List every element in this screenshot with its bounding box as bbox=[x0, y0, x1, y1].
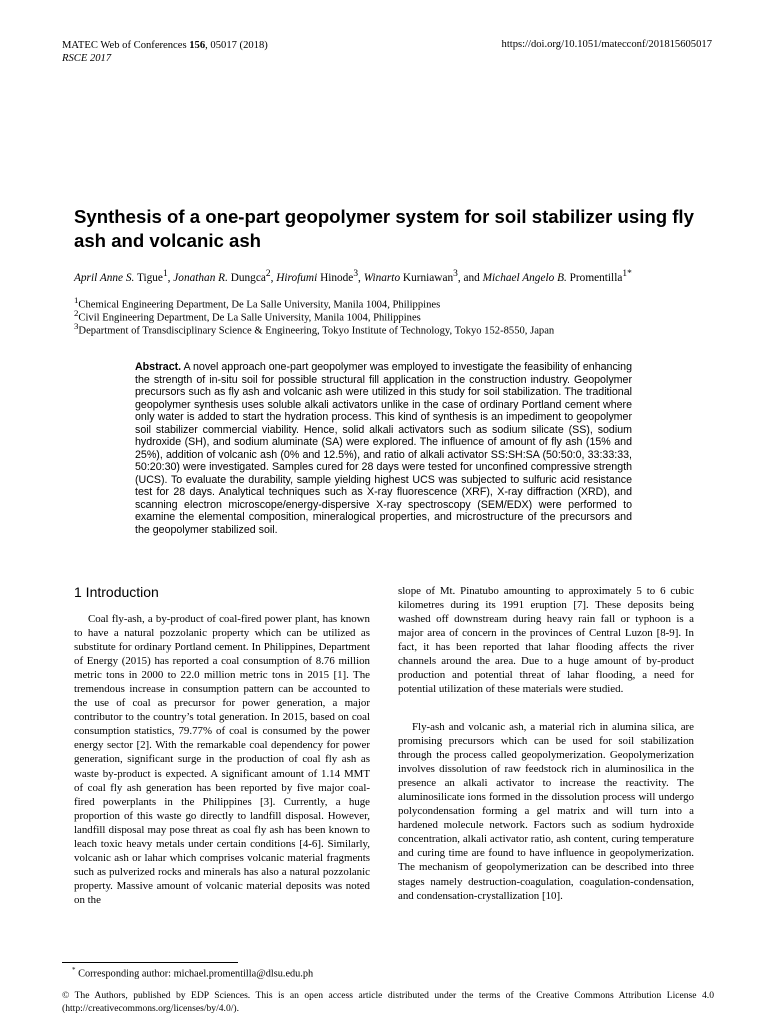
body-paragraph: slope of Mt. Pinatubo amounting to approximately 5 to 6 cubic kilometres during its 1991 eruption [7]. These deposits being washed off downstream during heavy rain fall or typhoon is a major area of concern in the provinces of Central Luzon [8-9]. In fact, it has been reported that lahar flooding affects the river channels around the area. Due to a huge amount of by-product production and potential threat of lahar flooding, a need for potential utilization of these materials were studied. bbox=[398, 585, 694, 696]
author: Michael Angelo B. Promentilla$^{1*}$ bbox=[482, 269, 632, 284]
author: April Anne S. Tigue$^1$ bbox=[74, 269, 168, 284]
corresponding-author: Corresponding author: michael.promentilla@dlsu.edu.ph bbox=[75, 968, 314, 980]
abstract-label: Abstract. bbox=[135, 361, 182, 373]
section-heading: 1 Introduction bbox=[74, 584, 159, 600]
body-paragraph: Fly-ash and volcanic ash, a material rich in alumina silica, are promising precursors which can be used for soil stabilization through the process called geopolymerization. Geopolymerization involves dissolution of raw feedstock rich in aluminosilica in the presence an alkali activator to increase the reactivity. The aluminosilicate ions formed in the dissolution process will undergo polycondensation forming a gel matrix and will turn into a hardened molecule network. Factors such as sodium hydroxide concentration, alkali activator ratio, ash content, curing temperature and curing time are found to have influence in geopolymerization. The mechanism of geopolymerization can be described into three stages namely destruction-coagulation, coagulation-condensation, and condensation-crystallization [10]. bbox=[398, 721, 694, 902]
paper-title: Synthesis of a one-part geopolymer system for soil stabilizer using fly ash and volcanic ash bbox=[74, 206, 694, 251]
article-number-year: , 05017 (2018) bbox=[205, 40, 268, 51]
journal-citation bbox=[62, 39, 268, 52]
journal-name: MATEC Web of Conferences bbox=[62, 40, 190, 51]
copyright-notice: © The Authors, published by EDP Sciences. This is an open access article distributed under the terms of the Creative Commons Attribution License 4.0 (http://creativecommons.org/licenses/by/4.0/). bbox=[62, 990, 714, 1014]
footnote: * Corresponding author: michael.promentilla@dlsu.edu.ph bbox=[72, 966, 314, 980]
doi-link[interactable]: https://doi.org/10.1051/matecconf/201815605017 bbox=[501, 39, 712, 50]
affiliation: $^3$Department of Transdisciplinary Science & Engineering, Tokyo Institute of Technology, Tokyo 152-8550, Japan bbox=[74, 321, 555, 337]
author-list: April Anne S. Tigue$^1$, Jonathan R. Dungca$^2$, Hirofumi Hinode$^3$, Winarto Kurniawan$^3$, and Michael Angelo B. Promentilla$^{1*}$ bbox=[74, 269, 632, 284]
journal-volume: 156 bbox=[189, 40, 206, 51]
proceedings-name: RSCE 2017 bbox=[62, 53, 112, 64]
abstract-text: A novel approach one-part geopolymer was employed to investigate the feasibility of enhancing the strength of in-situ soil for possible structural fill application in the construction industry. Geopolymer precursors such as fly ash and volcanic ash were utilized in this study for soil stabilization. The traditional geopolymer synthesis uses soluble alkali activators unlike in the case of ordinary Portland cement where only water is added to start the hydration process. This kind of synthesis is an impediment to geopolymer soil stabilizer commercial viability. Hence, solid alkali activators such as sodium silicate (SS), sodium hydroxide (SH), and sodium aluminate (SA) were explored. The influence of amount of fly ash (15% and 25%), addition of volcanic ash (0% and 12.5%), and ratio of alkali activator SS:SH:SA (50:50:0, 33:33:33, 50:20:30) were investigated. Samples cured for 28 days were tested for unconfined compressive strength (UCS). To evaluate the durability, sample yielding highest UCS was subjected to sulfuric acid resistance test for 28 days. Analytical techniques such as X-ray fluorescence (XRF), X-ray diffraction (XRD), and scanning electron microscope/energy-dispersive X-ray spectroscopy (SEM/EDX) were performed to examine the elemental composition, mineralogical properties, and microstructure of the precursors and the geopolymer stabilized soil. bbox=[135, 361, 632, 536]
author: Winarto Kurniawan$^3$ bbox=[363, 269, 458, 284]
author: Jonathan R. Dungca$^2$ bbox=[173, 269, 271, 284]
affiliation: $^2$Civil Engineering Department, De La Salle University, Manila 1004, Philippines bbox=[74, 308, 421, 324]
body-paragraph: Coal fly-ash, a by-product of coal-fired power plant, has known to have a natural pozzolanic property which can be utilized as substitute for ordinary Portland cement. In Philippines, Department of Energy (2015) has reported a coal consumption of 8.76 million metric tons in 2000 to 22.0 million metric tons in 2015 [1]. The tremendous increase in consumption pattern can be accounted to the use of coal as precursor for power generation, a major contributor to the country’s total generation. In 2015, based on coal consumption statistics, 79.77% of coal is consumed by the power energy sector [2]. With the remarkable coal dependency for power generation, significant surge in the production of coal fly ash as waste by-product is expected. A significant amount of 1.14 MMT of coal fly ash generation has been reported by five major coal-fired powerplants in the Philippines [3]. Currently, a huge proportion of this waste go directly to landfill disposal. However, landfill disposal may pose threat as coal fly ash has been known to leach toxic heavy metals under certain conditions [4-6]. Similarly, volcanic ash or lahar which comprises volcanic material fragments such as pulverized rocks and minerals has also a natural pozzolanic property. Massive amount of volcanic material deposits was noted on the bbox=[74, 613, 370, 906]
affiliation: $^1$Chemical Engineering Department, De La Salle University, Manila 1004, Philippines bbox=[74, 295, 441, 311]
abstract bbox=[135, 361, 632, 536]
running-header bbox=[62, 39, 268, 65]
author: Hirofumi Hinode$^3$ bbox=[276, 269, 359, 284]
footnote-divider bbox=[62, 962, 238, 963]
